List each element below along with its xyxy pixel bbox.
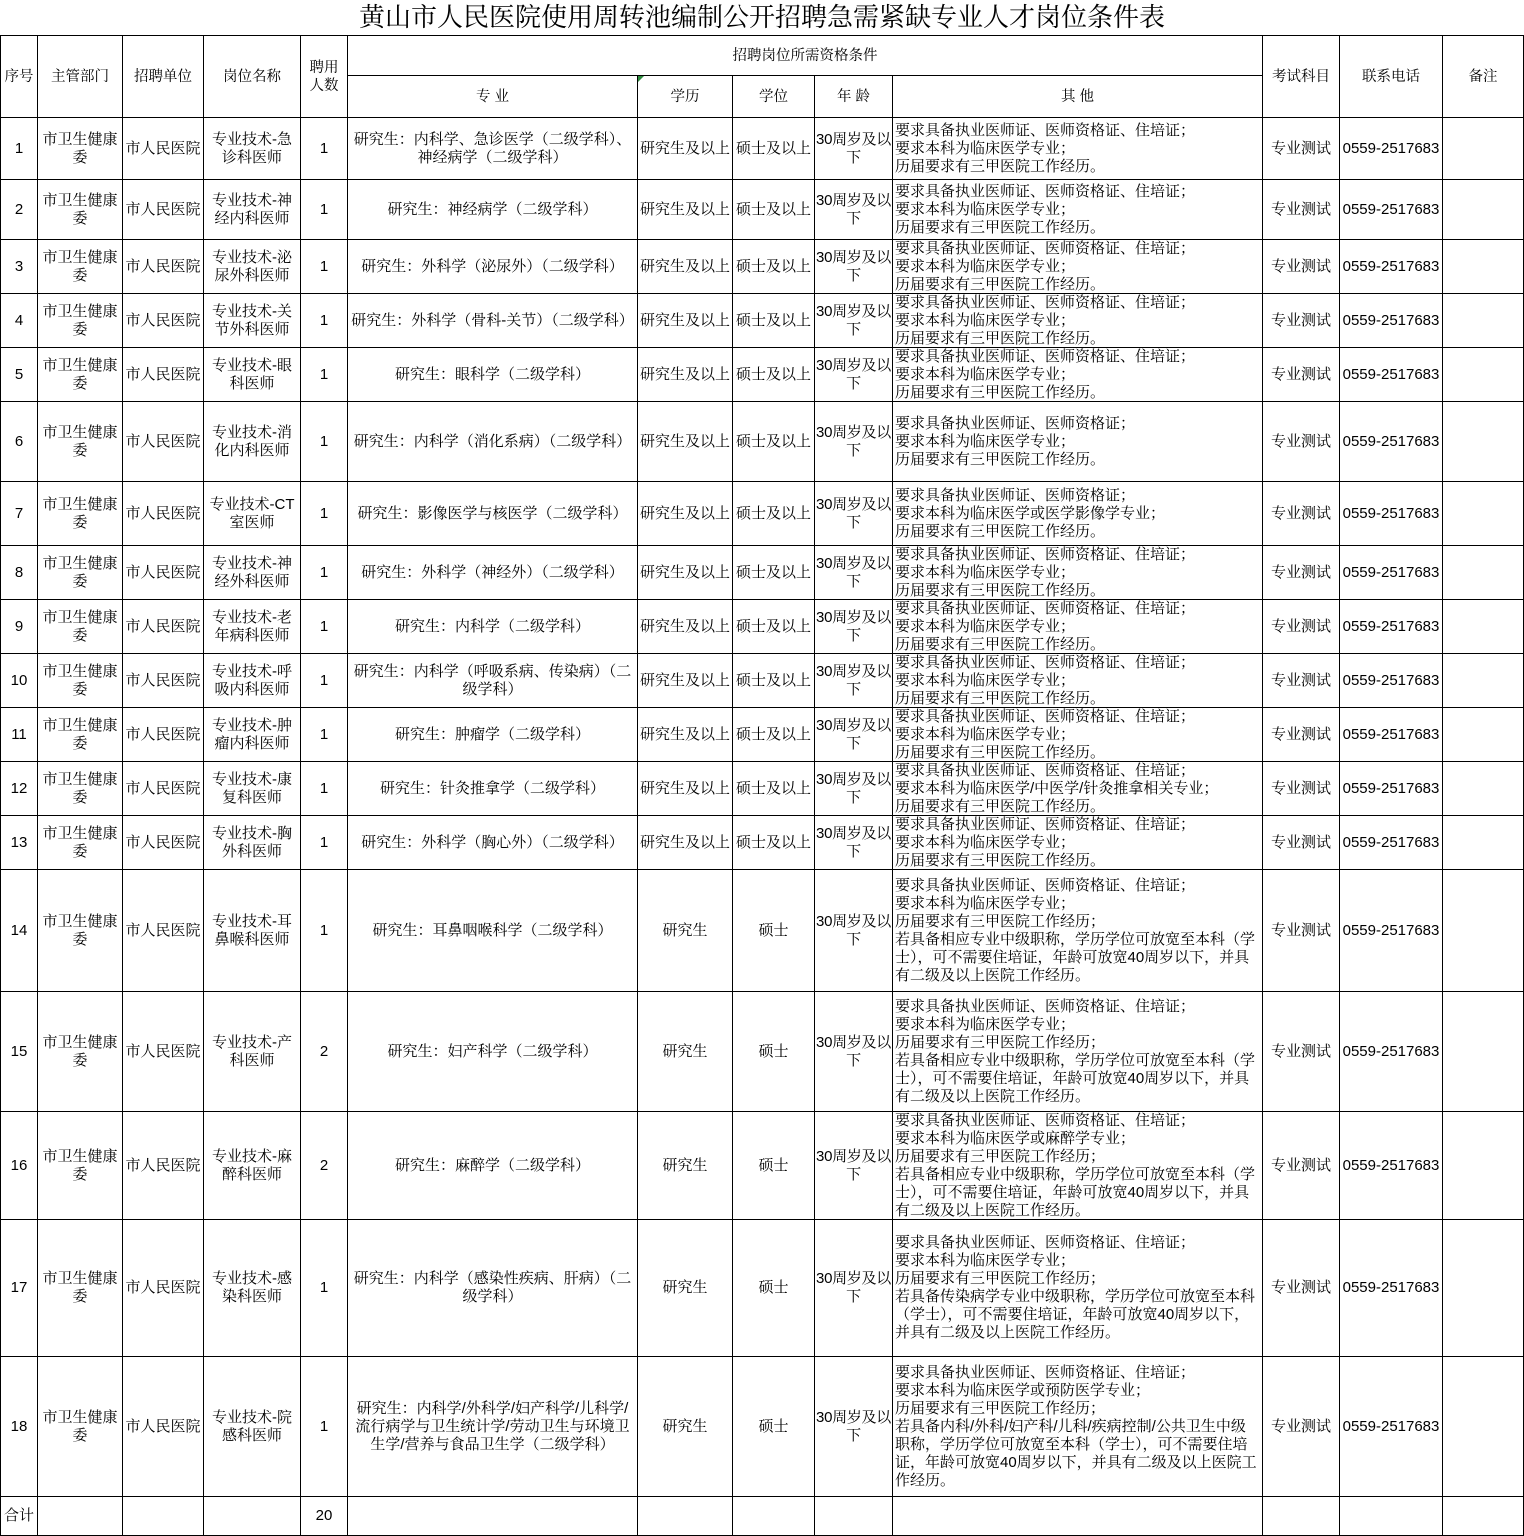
phone-cell: 0559-2517683 — [1340, 870, 1443, 992]
header-major: 专 业 — [348, 76, 638, 118]
cell-error-indicator-icon — [638, 76, 644, 82]
education-cell: 研究生及以上 — [638, 654, 733, 708]
seq-cell: 17 — [1, 1220, 38, 1357]
education-cell: 研究生 — [638, 1220, 733, 1357]
age-cell: 30周岁及以下 — [815, 1112, 893, 1220]
total-empty-cell — [733, 1497, 815, 1536]
exam-subject-cell: 专业测试 — [1263, 762, 1340, 816]
other-requirements-cell: 要求具备执业医师证、医师资格证、住培证； 要求本科为临床医学/中医学/针灸推拿相关专业； 历届要求有三甲医院工作经历。 — [893, 762, 1263, 816]
dept-cell: 市卫生健康委 — [38, 1357, 123, 1497]
age-cell: 30周岁及以下 — [815, 118, 893, 180]
total-empty-cell — [893, 1497, 1263, 1536]
post-name-cell: 专业技术-耳鼻喉科医师 — [204, 870, 301, 992]
degree-cell: 硕士及以上 — [733, 762, 815, 816]
post-name-cell: 专业技术-眼科医师 — [204, 348, 301, 402]
other-requirements-cell: 要求具备执业医师证、医师资格证、住培证； 要求本科为临床医学专业； 历届要求有三甲医院工作经历。 — [893, 118, 1263, 180]
headcount-cell: 1 — [301, 1357, 348, 1497]
headcount-cell: 1 — [301, 402, 348, 482]
degree-cell: 硕士及以上 — [733, 482, 815, 546]
seq-cell: 16 — [1, 1112, 38, 1220]
education-cell: 研究生及以上 — [638, 546, 733, 600]
age-cell: 30周岁及以下 — [815, 1220, 893, 1357]
total-empty-cell — [38, 1497, 123, 1536]
age-cell: 30周岁及以下 — [815, 654, 893, 708]
degree-cell: 硕士及以上 — [733, 708, 815, 762]
dept-cell: 市卫生健康委 — [38, 240, 123, 294]
headcount-cell: 1 — [301, 1220, 348, 1357]
major-cell: 研究生：耳鼻咽喉科学（二级学科） — [348, 870, 638, 992]
post-name-cell: 专业技术-康复科医师 — [204, 762, 301, 816]
total-empty-cell — [348, 1497, 638, 1536]
post-name-cell: 专业技术-神经外科医师 — [204, 546, 301, 600]
unit-cell: 市人民医院 — [123, 1220, 204, 1357]
unit-cell: 市人民医院 — [123, 992, 204, 1112]
phone-cell: 0559-2517683 — [1340, 118, 1443, 180]
dept-cell: 市卫生健康委 — [38, 482, 123, 546]
other-requirements-cell: 要求具备执业医师证、医师资格证、住培证； 要求本科为临床医学或麻醉学专业； 历届要求有三甲医院工作经历； 若具备相应专业中级职称，学历学位可放宽至本科（学士），可不需要住培证，年龄可放宽40周岁以下，并具有二级及以上医院工作经历。 — [893, 1112, 1263, 1220]
other-requirements-cell: 要求具备执业医师证、医师资格证、住培证； 要求本科为临床医学专业； 历届要求有三甲医院工作经历。 — [893, 654, 1263, 708]
dept-cell: 市卫生健康委 — [38, 180, 123, 240]
recruitment-table — [0, 35, 1524, 1536]
degree-cell: 硕士及以上 — [733, 816, 815, 870]
phone-cell: 0559-2517683 — [1340, 402, 1443, 482]
degree-cell: 硕士 — [733, 1357, 815, 1497]
seq-cell: 9 — [1, 600, 38, 654]
remark-cell — [1443, 1357, 1524, 1497]
major-cell: 研究生：针灸推拿学（二级学科） — [348, 762, 638, 816]
total-empty-cell — [638, 1497, 733, 1536]
post-name-cell: 专业技术-急诊科医师 — [204, 118, 301, 180]
headcount-cell: 2 — [301, 1112, 348, 1220]
phone-cell: 0559-2517683 — [1340, 708, 1443, 762]
degree-cell: 硕士 — [733, 992, 815, 1112]
phone-cell: 0559-2517683 — [1340, 348, 1443, 402]
other-requirements-cell: 要求具备执业医师证、医师资格证、住培证； 要求本科为临床医学专业； 历届要求有三甲医院工作经历。 — [893, 180, 1263, 240]
header-age: 年 龄 — [815, 76, 893, 118]
degree-cell: 硕士及以上 — [733, 654, 815, 708]
major-cell: 研究生：内科学、急诊医学（二级学科）、神经病学（二级学科） — [348, 118, 638, 180]
total-empty-cell — [123, 1497, 204, 1536]
seq-cell: 5 — [1, 348, 38, 402]
dept-cell: 市卫生健康委 — [38, 600, 123, 654]
seq-cell: 11 — [1, 708, 38, 762]
headcount-cell: 1 — [301, 600, 348, 654]
other-requirements-cell: 要求具备执业医师证、医师资格证、住培证； 要求本科为临床医学专业； 历届要求有三甲医院工作经历。 — [893, 240, 1263, 294]
unit-cell: 市人民医院 — [123, 240, 204, 294]
remark-cell — [1443, 654, 1524, 708]
phone-cell: 0559-2517683 — [1340, 1357, 1443, 1497]
phone-cell: 0559-2517683 — [1340, 762, 1443, 816]
major-cell: 研究生：外科学（神经外）（二级学科） — [348, 546, 638, 600]
exam-subject-cell: 专业测试 — [1263, 402, 1340, 482]
age-cell: 30周岁及以下 — [815, 816, 893, 870]
post-name-cell: 专业技术-老年病科医师 — [204, 600, 301, 654]
seq-cell: 18 — [1, 1357, 38, 1497]
unit-cell: 市人民医院 — [123, 654, 204, 708]
exam-subject-cell: 专业测试 — [1263, 1357, 1340, 1497]
age-cell: 30周岁及以下 — [815, 546, 893, 600]
post-name-cell: 专业技术-肿瘤内科医师 — [204, 708, 301, 762]
age-cell: 30周岁及以下 — [815, 348, 893, 402]
remark-cell — [1443, 816, 1524, 870]
total-empty-cell — [1443, 1497, 1524, 1536]
post-name-cell: 专业技术-呼吸内科医师 — [204, 654, 301, 708]
dept-cell: 市卫生健康委 — [38, 654, 123, 708]
dept-cell: 市卫生健康委 — [38, 816, 123, 870]
education-cell: 研究生及以上 — [638, 180, 733, 240]
post-name-cell: 专业技术-院感科医师 — [204, 1357, 301, 1497]
degree-cell: 硕士及以上 — [733, 180, 815, 240]
age-cell: 30周岁及以下 — [815, 482, 893, 546]
education-cell: 研究生及以上 — [638, 482, 733, 546]
exam-subject-cell: 专业测试 — [1263, 348, 1340, 402]
remark-cell — [1443, 482, 1524, 546]
degree-cell: 硕士及以上 — [733, 546, 815, 600]
remark-cell — [1443, 294, 1524, 348]
major-cell: 研究生：神经病学（二级学科） — [348, 180, 638, 240]
remark-cell — [1443, 348, 1524, 402]
page-title: 黄山市人民医院使用周转池编制公开招聘急需紧缺专业人才岗位条件表 — [358, 2, 1165, 32]
dept-cell: 市卫生健康委 — [38, 1112, 123, 1220]
total-headcount: 20 — [301, 1497, 348, 1536]
dept-cell: 市卫生健康委 — [38, 118, 123, 180]
header-post: 岗位名称 — [204, 36, 301, 118]
other-requirements-cell: 要求具备执业医师证、医师资格证、住培证； 要求本科为临床医学专业； 历届要求有三甲医院工作经历。 — [893, 348, 1263, 402]
major-cell: 研究生：肿瘤学（二级学科） — [348, 708, 638, 762]
phone-cell: 0559-2517683 — [1340, 180, 1443, 240]
remark-cell — [1443, 600, 1524, 654]
education-cell: 研究生及以上 — [638, 816, 733, 870]
exam-subject-cell: 专业测试 — [1263, 482, 1340, 546]
header-headcount: 聘用 人数 — [301, 36, 348, 118]
exam-subject-cell: 专业测试 — [1263, 1112, 1340, 1220]
exam-subject-cell: 专业测试 — [1263, 992, 1340, 1112]
unit-cell: 市人民医院 — [123, 816, 204, 870]
major-cell: 研究生：内科学（二级学科） — [348, 600, 638, 654]
unit-cell: 市人民医院 — [123, 600, 204, 654]
remark-cell — [1443, 1112, 1524, 1220]
education-cell: 研究生 — [638, 992, 733, 1112]
degree-cell: 硕士及以上 — [733, 402, 815, 482]
seq-cell: 13 — [1, 816, 38, 870]
age-cell: 30周岁及以下 — [815, 762, 893, 816]
headcount-cell: 1 — [301, 870, 348, 992]
unit-cell: 市人民医院 — [123, 762, 204, 816]
total-empty-cell — [204, 1497, 301, 1536]
dept-cell: 市卫生健康委 — [38, 348, 123, 402]
phone-cell: 0559-2517683 — [1340, 482, 1443, 546]
headcount-cell: 1 — [301, 348, 348, 402]
major-cell: 研究生：眼科学（二级学科） — [348, 348, 638, 402]
phone-cell: 0559-2517683 — [1340, 992, 1443, 1112]
seq-cell: 8 — [1, 546, 38, 600]
exam-subject-cell: 专业测试 — [1263, 654, 1340, 708]
unit-cell: 市人民医院 — [123, 870, 204, 992]
major-cell: 研究生：妇产科学（二级学科） — [348, 992, 638, 1112]
remark-cell — [1443, 118, 1524, 180]
education-cell: 研究生及以上 — [638, 402, 733, 482]
degree-cell: 硕士及以上 — [733, 240, 815, 294]
phone-cell: 0559-2517683 — [1340, 546, 1443, 600]
education-cell: 研究生及以上 — [638, 348, 733, 402]
exam-subject-cell: 专业测试 — [1263, 870, 1340, 992]
degree-cell: 硕士及以上 — [733, 348, 815, 402]
exam-subject-cell: 专业测试 — [1263, 600, 1340, 654]
major-cell: 研究生：影像医学与核医学（二级学科） — [348, 482, 638, 546]
seq-cell: 3 — [1, 240, 38, 294]
degree-cell: 硕士及以上 — [733, 118, 815, 180]
seq-cell: 14 — [1, 870, 38, 992]
education-cell: 研究生及以上 — [638, 118, 733, 180]
education-cell: 研究生 — [638, 1112, 733, 1220]
dept-cell: 市卫生健康委 — [38, 708, 123, 762]
headcount-cell: 1 — [301, 654, 348, 708]
education-cell: 研究生及以上 — [638, 294, 733, 348]
headcount-cell: 1 — [301, 180, 348, 240]
education-cell: 研究生及以上 — [638, 762, 733, 816]
unit-cell: 市人民医院 — [123, 180, 204, 240]
exam-subject-cell: 专业测试 — [1263, 1220, 1340, 1357]
headcount-cell: 1 — [301, 482, 348, 546]
other-requirements-cell: 要求具备执业医师证、医师资格证、住培证； 要求本科为临床医学专业； 历届要求有三甲医院工作经历； 若具备传染病学专业中级职称，学历学位可放宽至本科（学士），可不需要住培证，年龄可放宽40周岁以下，并具有二级及以上医院工作经历。 — [893, 1220, 1263, 1357]
post-name-cell: 专业技术-关节外科医师 — [204, 294, 301, 348]
unit-cell: 市人民医院 — [123, 482, 204, 546]
remark-cell — [1443, 1220, 1524, 1357]
seq-cell: 10 — [1, 654, 38, 708]
dept-cell: 市卫生健康委 — [38, 546, 123, 600]
degree-cell: 硕士 — [733, 1220, 815, 1357]
other-requirements-cell: 要求具备执业医师证、医师资格证； 要求本科为临床医学或医学影像学专业； 历届要求有三甲医院工作经历。 — [893, 482, 1263, 546]
total-label: 合计 — [1, 1497, 38, 1536]
age-cell: 30周岁及以下 — [815, 708, 893, 762]
age-cell: 30周岁及以下 — [815, 402, 893, 482]
exam-subject-cell: 专业测试 — [1263, 816, 1340, 870]
post-name-cell: 专业技术-CT室医师 — [204, 482, 301, 546]
age-cell: 30周岁及以下 — [815, 294, 893, 348]
other-requirements-cell: 要求具备执业医师证、医师资格证、住培证； 要求本科为临床医学专业； 历届要求有三甲医院工作经历。 — [893, 816, 1263, 870]
phone-cell: 0559-2517683 — [1340, 600, 1443, 654]
seq-cell: 12 — [1, 762, 38, 816]
age-cell: 30周岁及以下 — [815, 180, 893, 240]
remark-cell — [1443, 762, 1524, 816]
unit-cell: 市人民医院 — [123, 1112, 204, 1220]
exam-subject-cell: 专业测试 — [1263, 240, 1340, 294]
seq-cell: 4 — [1, 294, 38, 348]
major-cell: 研究生：外科学（骨科-关节）（二级学科） — [348, 294, 638, 348]
post-name-cell: 专业技术-神经内科医师 — [204, 180, 301, 240]
header-remark: 备注 — [1443, 36, 1524, 118]
remark-cell — [1443, 546, 1524, 600]
unit-cell: 市人民医院 — [123, 546, 204, 600]
headcount-cell: 2 — [301, 992, 348, 1112]
header-dept: 主管部门 — [38, 36, 123, 118]
degree-cell: 硕士及以上 — [733, 600, 815, 654]
post-name-cell: 专业技术-麻醉科医师 — [204, 1112, 301, 1220]
headcount-cell: 1 — [301, 240, 348, 294]
dept-cell: 市卫生健康委 — [38, 870, 123, 992]
major-cell: 研究生：内科学/外科学/妇产科学/儿科学/流行病学与卫生统计学/劳动卫生与环境卫生学/营养与食品卫生学（二级学科） — [348, 1357, 638, 1497]
exam-subject-cell: 专业测试 — [1263, 708, 1340, 762]
exam-subject-cell: 专业测试 — [1263, 294, 1340, 348]
dept-cell: 市卫生健康委 — [38, 1220, 123, 1357]
major-cell: 研究生：麻醉学（二级学科） — [348, 1112, 638, 1220]
header-phone: 联系电话 — [1340, 36, 1443, 118]
phone-cell: 0559-2517683 — [1340, 1220, 1443, 1357]
major-cell: 研究生：外科学（胸心外）（二级学科） — [348, 816, 638, 870]
header-unit: 招聘单位 — [123, 36, 204, 118]
age-cell: 30周岁及以下 — [815, 992, 893, 1112]
unit-cell: 市人民医院 — [123, 402, 204, 482]
degree-cell: 硕士 — [733, 1112, 815, 1220]
education-cell: 研究生 — [638, 870, 733, 992]
header-degree: 学位 — [733, 76, 815, 118]
headcount-cell: 1 — [301, 546, 348, 600]
education-cell: 研究生及以上 — [638, 708, 733, 762]
seq-cell: 7 — [1, 482, 38, 546]
degree-cell: 硕士及以上 — [733, 294, 815, 348]
education-cell: 研究生 — [638, 1357, 733, 1497]
post-name-cell: 专业技术-感染科医师 — [204, 1220, 301, 1357]
headcount-cell: 1 — [301, 816, 348, 870]
exam-subject-cell: 专业测试 — [1263, 546, 1340, 600]
phone-cell: 0559-2517683 — [1340, 654, 1443, 708]
phone-cell: 0559-2517683 — [1340, 816, 1443, 870]
total-empty-cell — [1340, 1497, 1443, 1536]
major-cell: 研究生：内科学（消化系病）（二级学科） — [348, 402, 638, 482]
seq-cell: 2 — [1, 180, 38, 240]
major-cell: 研究生：内科学（呼吸系病、传染病）（二级学科） — [348, 654, 638, 708]
exam-subject-cell: 专业测试 — [1263, 118, 1340, 180]
major-cell: 研究生：外科学（泌尿外）（二级学科） — [348, 240, 638, 294]
post-name-cell: 专业技术-消化内科医师 — [204, 402, 301, 482]
other-requirements-cell: 要求具备执业医师证、医师资格证、住培证； 要求本科为临床医学专业； 历届要求有三甲医院工作经历。 — [893, 294, 1263, 348]
headcount-cell: 1 — [301, 118, 348, 180]
remark-cell — [1443, 870, 1524, 992]
post-name-cell: 专业技术-胸外科医师 — [204, 816, 301, 870]
remark-cell — [1443, 180, 1524, 240]
remark-cell — [1443, 240, 1524, 294]
total-empty-cell — [815, 1497, 893, 1536]
unit-cell: 市人民医院 — [123, 708, 204, 762]
post-name-cell: 专业技术-泌尿外科医师 — [204, 240, 301, 294]
seq-cell: 15 — [1, 992, 38, 1112]
unit-cell: 市人民医院 — [123, 118, 204, 180]
header-exam: 考试科目 — [1263, 36, 1340, 118]
phone-cell: 0559-2517683 — [1340, 294, 1443, 348]
age-cell: 30周岁及以下 — [815, 1357, 893, 1497]
age-cell: 30周岁及以下 — [815, 240, 893, 294]
education-cell: 研究生及以上 — [638, 600, 733, 654]
other-requirements-cell: 要求具备执业医师证、医师资格证、住培证； 要求本科为临床医学专业； 历届要求有三甲医院工作经历； 若具备相应专业中级职称，学历学位可放宽至本科（学士），可不需要住培证，年龄可放宽40周岁以下，并具有二级及以上医院工作经历。 — [893, 870, 1263, 992]
seq-cell: 1 — [1, 118, 38, 180]
header-conditions: 招聘岗位所需资格条件 — [348, 36, 1263, 76]
header-other: 其 他 — [893, 76, 1263, 118]
headcount-cell: 1 — [301, 762, 348, 816]
dept-cell: 市卫生健康委 — [38, 402, 123, 482]
exam-subject-cell: 专业测试 — [1263, 180, 1340, 240]
other-requirements-cell: 要求具备执业医师证、医师资格证、住培证； 要求本科为临床医学专业； 历届要求有三甲医院工作经历。 — [893, 708, 1263, 762]
age-cell: 30周岁及以下 — [815, 870, 893, 992]
total-empty-cell — [1263, 1497, 1340, 1536]
other-requirements-cell: 要求具备执业医师证、医师资格证、住培证； 要求本科为临床医学或预防医学专业； 历届要求有三甲医院工作经历； 若具备内科/外科/妇产科/儿科/疾病控制/公共卫生中级职称，学历学位可放宽至本科（学士），可不需要住培证，年龄可放宽40周岁以下，并具有二级及以上医院工作经历。 — [893, 1357, 1263, 1497]
header-education: 学历 — [638, 76, 733, 118]
remark-cell — [1443, 992, 1524, 1112]
other-requirements-cell: 要求具备执业医师证、医师资格证、住培证； 要求本科为临床医学专业； 历届要求有三甲医院工作经历。 — [893, 600, 1263, 654]
degree-cell: 硕士 — [733, 870, 815, 992]
headcount-cell: 1 — [301, 708, 348, 762]
other-requirements-cell: 要求具备执业医师证、医师资格证、住培证； 要求本科为临床医学专业； 历届要求有三甲医院工作经历。 — [893, 546, 1263, 600]
dept-cell: 市卫生健康委 — [38, 992, 123, 1112]
header-seq: 序号 — [1, 36, 38, 118]
seq-cell: 6 — [1, 402, 38, 482]
other-requirements-cell: 要求具备执业医师证、医师资格证、住培证； 要求本科为临床医学专业； 历届要求有三甲医院工作经历； 若具备相应专业中级职称，学历学位可放宽至本科（学士），可不需要住培证，年龄可放宽40周岁以下，并具有二级及以上医院工作经历。 — [893, 992, 1263, 1112]
remark-cell — [1443, 402, 1524, 482]
headcount-cell: 1 — [301, 294, 348, 348]
unit-cell: 市人民医院 — [123, 348, 204, 402]
age-cell: 30周岁及以下 — [815, 600, 893, 654]
remark-cell — [1443, 708, 1524, 762]
unit-cell: 市人民医院 — [123, 294, 204, 348]
major-cell: 研究生：内科学（感染性疾病、肝病）（二级学科） — [348, 1220, 638, 1357]
post-name-cell: 专业技术-产科医师 — [204, 992, 301, 1112]
other-requirements-cell: 要求具备执业医师证、医师资格证； 要求本科为临床医学专业； 历届要求有三甲医院工作经历。 — [893, 402, 1263, 482]
education-cell: 研究生及以上 — [638, 240, 733, 294]
dept-cell: 市卫生健康委 — [38, 294, 123, 348]
phone-cell: 0559-2517683 — [1340, 240, 1443, 294]
unit-cell: 市人民医院 — [123, 1357, 204, 1497]
phone-cell: 0559-2517683 — [1340, 1112, 1443, 1220]
dept-cell: 市卫生健康委 — [38, 762, 123, 816]
